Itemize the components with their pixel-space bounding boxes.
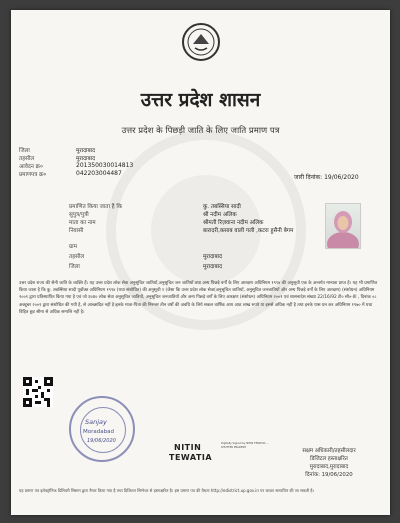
resident-address: बारादरी,कसाब वाली गली ,कटरा हुसैनी बेगम bbox=[203, 228, 294, 234]
applicant-photo bbox=[325, 203, 361, 249]
certificate-page bbox=[11, 10, 390, 515]
certificate-body-text: उत्तर प्रदेश राज्य की सैनी जाति के व्यक्ति हैं। यह उत्तर प्रदेश लोक सेवा अनुसूचित जातियों,अनुसूचित जन जातियों तथा अन्य पिछड़े वर्गों के लिए आरक्षण अधिनियम १९९४ की अनुसूची एक के अन्तर्गत मान्यता प्राप्त है। यह भी प्रमाणित किया जाता है कि कु. तबस्सिया सादी पूर्वोक्त अधिनियम १९९४ (यथा संशोधित) की अनुसूची २ (जैसा कि उत्तर प्रदेश लोक सेवा(अनुसूचित जातियों, अनुसूचित जनजातियों और अन्य पिछड़े वर्गों के लिए आरक्षण) (संशोधन) अधिनियम २००१ द्वारा प्रतिस्थापित किया गया है एवं जो उ०प्र० लोक सेवा अनुसूचित जातियों, अनुसूचित जनजातियों और अन्य पिछड़े वर्गों के लिए आरक्षण (संशोधन) अधिनियम २००१ एवं शासनादेश संख्या 22/16/92 टी० सी०-III , दिनांक ०८ अक्टूबर २००१ द्वारा संशोधित की गयी है, से आच्छादित नहीं है।इनके माता-पिता की निरन्तर तीन वर्षों की अवधि के लिये सकल वार्षिक आय आठ लाख रुपये या इससे अधिक नहीं है तथा इनके पास धन कर अधिनियम १९७० में यथा विहित छूट सीमा से अधिक सम्पत्ति नहीं है। bbox=[19, 281, 378, 315]
certify-label: प्रमाणित किया जाता है कि bbox=[69, 204, 123, 210]
certificate-no-value: 042203004487 bbox=[76, 170, 122, 177]
footer-note: यह प्रमाण पत्र इलेक्ट्रॉनिक डिलिवरी सिस्टम द्वारा तैयार किया गया है तथा डिजिटल सिग्नेचर से हस्ताक्षरित है। इस प्रमाण पत्र की वैधता http://edistrict.up.gov.in पर जाकर सत्यापित की जा सकती है। bbox=[19, 488, 315, 493]
signer-name-line2: TEWATIA bbox=[169, 453, 213, 462]
resident-label: निवासी bbox=[69, 228, 84, 234]
digital-signature-details: Digitally Signed by NITIN TEWATIA ... SHUTTER PRADESH bbox=[221, 442, 269, 449]
signer-name-line1: NITIN bbox=[174, 443, 202, 452]
mother-name: श्रीमती रिज़वाना नदीम अलिक bbox=[203, 220, 264, 226]
officer-location: मुरादाबाद,मुरादाबाद bbox=[309, 464, 349, 470]
person-tehsil-value: मुरादाबाद bbox=[203, 254, 223, 260]
tehsil-label: तहसील bbox=[19, 156, 35, 162]
issue-date: जारी दिनांक: 19/06/2020 bbox=[294, 174, 359, 181]
applicant-name: कु. तबस्सिया सादी bbox=[203, 204, 241, 210]
qr-code-icon bbox=[23, 377, 53, 407]
person-district-value: मुरादाबाद bbox=[203, 264, 223, 270]
stamp-signature: Sanjay bbox=[85, 418, 107, 426]
officer-digital-signed: डिजिटल हस्ताक्षरित bbox=[310, 456, 348, 462]
parent-label: सुपुत्र/पुत्री bbox=[69, 212, 89, 218]
application-no-label: आवेदन क्र० bbox=[19, 164, 43, 170]
up-state-emblem-icon bbox=[181, 22, 221, 62]
district-label: जिला bbox=[19, 148, 30, 154]
officer-date: दिनांक: 19/06/2020 bbox=[305, 472, 353, 478]
certificate-subtitle: उत्तर प्रदेश के पिछड़ी जाति के लिए जाति प्रमाण पत्र bbox=[121, 126, 280, 136]
officer-title: सक्षम अधिकारी/तहसीलदार bbox=[302, 448, 356, 454]
stamp-place: Moradabad bbox=[83, 429, 114, 435]
certificate-no-label: प्रमाणपत्र क्र० bbox=[19, 172, 47, 178]
officer-block bbox=[279, 447, 379, 479]
official-stamp bbox=[69, 396, 135, 462]
father-name: श्री नदीम अलिक bbox=[203, 212, 237, 218]
application-no-value: 201350030014813 bbox=[76, 162, 134, 169]
person-tehsil-label: तहसील bbox=[69, 254, 85, 260]
page-title: उत्तर प्रदेश शासन bbox=[140, 89, 261, 111]
district-value: मुरादाबाद bbox=[76, 148, 96, 154]
village-label: ग्राम bbox=[69, 244, 77, 250]
tehsil-value: मुरादाबाद bbox=[76, 156, 96, 162]
mother-label: माता का नाम bbox=[69, 220, 96, 226]
person-district-label: जिला bbox=[69, 264, 80, 270]
stamp-date: 19/06/2020 bbox=[87, 438, 116, 444]
